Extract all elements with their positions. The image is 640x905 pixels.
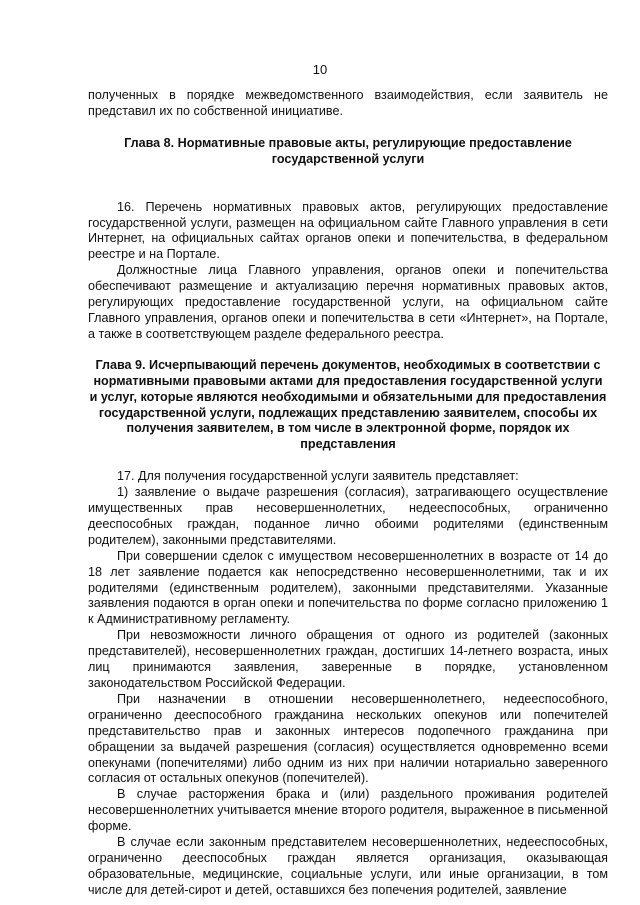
- chapter-8-title: Глава 8. Нормативные правовые акты, регулирующие предоставление государственной услуги: [124, 135, 572, 166]
- intro-paragraph: полученных в порядке межведомственного взаимодействия, если заявитель не представил их по собственной инициативе.: [88, 88, 608, 118]
- paragraph-officials: Должностные лица Главного управления, органов опеки и попечительства обеспечивают размещение и актуализацию перечня нормативных правовых актов, регулирующих предоставление государственной услуги, на официальном сайте Главного управления, органов опеки и попечительства в сети «Интернет», на Портале, а также в соответствующем разделе федерального реестра.: [88, 263, 608, 341]
- paragraph-guardians: При назначении в отношении несовершеннолетнего, недееспособного, ограниченно дееспособного гражданина нескольких опекунов или попечителей представительство прав и законных интересов подопечного гражданина при обращении за выдачей разрешения (согласия) осуществляется одновременно всеми опекунами (попечителями) либо одним из них при наличии нотариально заверенного согласия от остальных опекунов (попечителей).: [88, 691, 608, 786]
- paragraph-impossibility: При невозможности личного обращения от одного из родителей (законных представителей), несовершеннолетних граждан, достигших 14-летнего возраста, иных лиц принимаются заявления, заверенные в порядке, установленном законодательством Российской Федерации.: [88, 628, 608, 690]
- list-item-1: 1) заявление о выдаче разрешения (согласия), затрагивающего осуществление имущественных прав несовершеннолетних, недееспособных, ограниченно дееспособных граждан, поданное лично обоими родителями (единственным родителем), законными представителями.: [88, 485, 608, 547]
- paragraph-14-18: При совершении сделок с имуществом несовершеннолетних в возрасте от 14 до 18 лет заявление подается как непосредственно несовершеннолетними, так и их родителями (единственным родителем), законными представителями. Указанные заявления подаются в орган опеки и попечительства по форме согласно приложению 1 к Административному регламенту.: [88, 548, 608, 627]
- page-number: 10: [312, 62, 328, 77]
- chapter-9-title: Глава 9. Исчерпывающий перечень документов, необходимых в соответствии с нормативными правовыми актами для предоставления государственной услуги и услуг, которые являются необходимыми и обязательными для предоставления государственной услуги, подлежащих представлению заявителем, способы их получения заявителем, в том числе в электронной форме, порядок их представления: [89, 357, 607, 452]
- paragraph-divorce: В случае расторжения брака и (или) раздельного проживания родителей несовершеннолетних учитывается мнение второго родителя, выраженное в письменной форме.: [88, 787, 608, 834]
- paragraph-17: 17. Для получения государственной услуги заявитель представляет:: [117, 469, 519, 484]
- paragraph-16: 16. Перечень нормативных правовых актов, регулирующих предоставление государственной услуги, размещен на официальном сайте Главного управления в сети Интернет, на официальных сайтах органов опеки и попечительства, в федеральном реестре и на Портале.: [88, 199, 608, 262]
- page-body: [88, 88, 608, 899]
- paragraph-organization: В случае если законным представителем несовершеннолетних, недееспособных, ограниченно дееспособных граждан является организация, оказывающая образовательные, медицинские, социальные услуги, или иные организации, в том числе для детей-сирот и детей, оставшихся без попечения родителей, заявление: [88, 835, 608, 897]
